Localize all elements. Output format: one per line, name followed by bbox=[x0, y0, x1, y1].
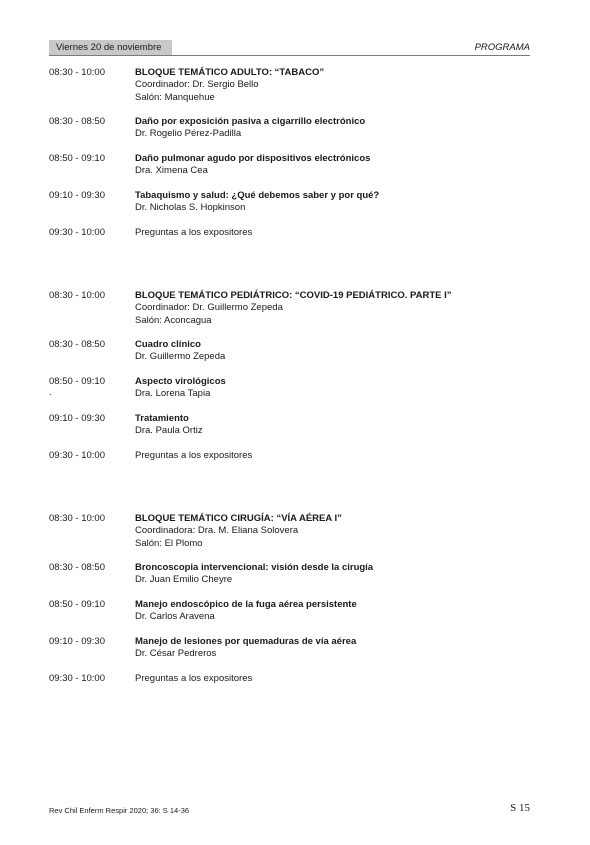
session-content bbox=[135, 67, 530, 104]
stray-mark: . bbox=[49, 387, 52, 398]
session-time: 08:30 - 10:00 bbox=[49, 290, 105, 301]
session-content bbox=[135, 450, 530, 462]
session-content bbox=[135, 376, 530, 401]
session-row bbox=[49, 67, 530, 104]
session-detail: Salón: El Plomo bbox=[135, 537, 203, 549]
session-note: Preguntas a los expositores bbox=[135, 226, 253, 238]
session-detail: Salón: Manquehue bbox=[135, 91, 215, 103]
session-time: 08:50 - 09:10 bbox=[49, 153, 105, 165]
session-time: 09:10 - 09:30 bbox=[49, 412, 105, 424]
session-time: 09:30 - 10:00 bbox=[49, 449, 105, 461]
session-content bbox=[135, 339, 530, 364]
session-time: 09:10 - 09:30 bbox=[49, 189, 105, 201]
footer-citation: Rev Chil Enferm Respir 2020; 36: S 14-36 bbox=[49, 806, 190, 815]
session-time: 08:30 - 08:50 bbox=[49, 339, 105, 351]
session-time: 08:50 - 09:10 bbox=[49, 599, 105, 611]
session-detail: Coordinador: Dr. Sergio Bello bbox=[135, 79, 259, 91]
session-title: BLOQUE TEMÁTICO PEDIÁTRICO: “COVID-19 PEDIÁTRICO. PARTE I” bbox=[135, 290, 452, 301]
session-detail: Dr. Carlos Aravena bbox=[135, 611, 215, 623]
session-row bbox=[49, 153, 530, 178]
session-content bbox=[135, 190, 530, 215]
session-time: 08:50 - 09:10 bbox=[49, 376, 105, 388]
session-content bbox=[135, 116, 530, 141]
session-content bbox=[135, 413, 530, 438]
session-detail: Dr. Guillermo Zepeda bbox=[135, 351, 226, 363]
session-time: 08:30 - 10:00 bbox=[49, 67, 105, 78]
session-content bbox=[135, 513, 530, 550]
session-row bbox=[49, 513, 530, 550]
session-detail: Dr. Rogelio Pérez-Padilla bbox=[135, 128, 242, 140]
session-content bbox=[135, 599, 530, 624]
session-title: Broncoscopia intervencional: visión desde la cirugía bbox=[135, 562, 374, 574]
session-detail: Coordinadora: Dra. M. Eliana Solovera bbox=[135, 525, 299, 537]
program-block-adult bbox=[49, 67, 530, 239]
session-detail: Dr. Nicholas S. Hopkinson bbox=[135, 202, 246, 214]
page-number: S 15 bbox=[510, 802, 530, 814]
session-row bbox=[49, 376, 530, 401]
session-title: Daño por exposición pasiva a cigarrillo electrónico bbox=[135, 116, 366, 128]
session-title: Tabaquismo y salud: ¿Qué debemos saber y por qué? bbox=[135, 189, 380, 201]
header-section-label: PROGRAMA bbox=[474, 42, 530, 53]
session-row bbox=[49, 562, 530, 587]
session-time: 09:30 - 10:00 bbox=[49, 672, 105, 684]
session-row bbox=[49, 673, 530, 685]
session-row bbox=[49, 227, 530, 239]
session-detail: Dr. Juan Emilio Cheyre bbox=[135, 574, 233, 586]
session-row bbox=[49, 599, 530, 624]
session-content bbox=[135, 562, 530, 587]
header-date: Viernes 20 de noviembre bbox=[49, 40, 172, 55]
session-content bbox=[135, 290, 530, 327]
session-detail: Coordinador: Dr. Guillermo Zepeda bbox=[135, 302, 283, 314]
program-block-surgery bbox=[49, 513, 530, 685]
program-block-pediatric bbox=[49, 290, 530, 462]
session-title: Aspecto virológicos bbox=[135, 376, 226, 388]
session-row bbox=[49, 116, 530, 141]
session-note: Preguntas a los expositores bbox=[135, 449, 253, 461]
session-detail: Salón: Aconcagua bbox=[135, 314, 212, 326]
session-content bbox=[135, 227, 530, 239]
session-detail: Dra. Paula Ortiz bbox=[135, 425, 203, 437]
session-time: 08:30 - 08:50 bbox=[49, 116, 105, 128]
session-content bbox=[135, 673, 530, 685]
session-title: Daño pulmonar agudo por dispositivos electrónicos bbox=[135, 153, 371, 165]
session-title: Tratamiento bbox=[135, 412, 189, 424]
session-title: Manejo endoscópico de la fuga aérea persistente bbox=[135, 599, 357, 611]
session-note: Preguntas a los expositores bbox=[135, 672, 253, 684]
session-title: BLOQUE TEMÁTICO ADULTO: “TABACO” bbox=[135, 67, 325, 78]
session-title: Cuadro clínico bbox=[135, 339, 201, 351]
session-row bbox=[49, 290, 530, 327]
page-header bbox=[49, 40, 530, 56]
session-detail: Dr. César Pedreros bbox=[135, 648, 217, 660]
session-content bbox=[135, 636, 530, 661]
session-row bbox=[49, 413, 530, 438]
session-row bbox=[49, 190, 530, 215]
session-detail: Dra. Lorena Tapia bbox=[135, 388, 211, 400]
session-title: Manejo de lesiones por quemaduras de vía aérea bbox=[135, 635, 357, 647]
session-time: 09:10 - 09:30 bbox=[49, 635, 105, 647]
session-title: BLOQUE TEMÁTICO CIRUGÍA: “VÍA AÉREA I” bbox=[135, 513, 342, 524]
session-content bbox=[135, 153, 530, 178]
session-row bbox=[49, 636, 530, 661]
session-time: 08:30 - 08:50 bbox=[49, 562, 105, 574]
session-row bbox=[49, 450, 530, 462]
session-time: 09:30 - 10:00 bbox=[49, 226, 105, 238]
session-row bbox=[49, 339, 530, 364]
session-time: 08:30 - 10:00 bbox=[49, 513, 105, 524]
session-detail: Dra. Ximena Cea bbox=[135, 165, 208, 177]
